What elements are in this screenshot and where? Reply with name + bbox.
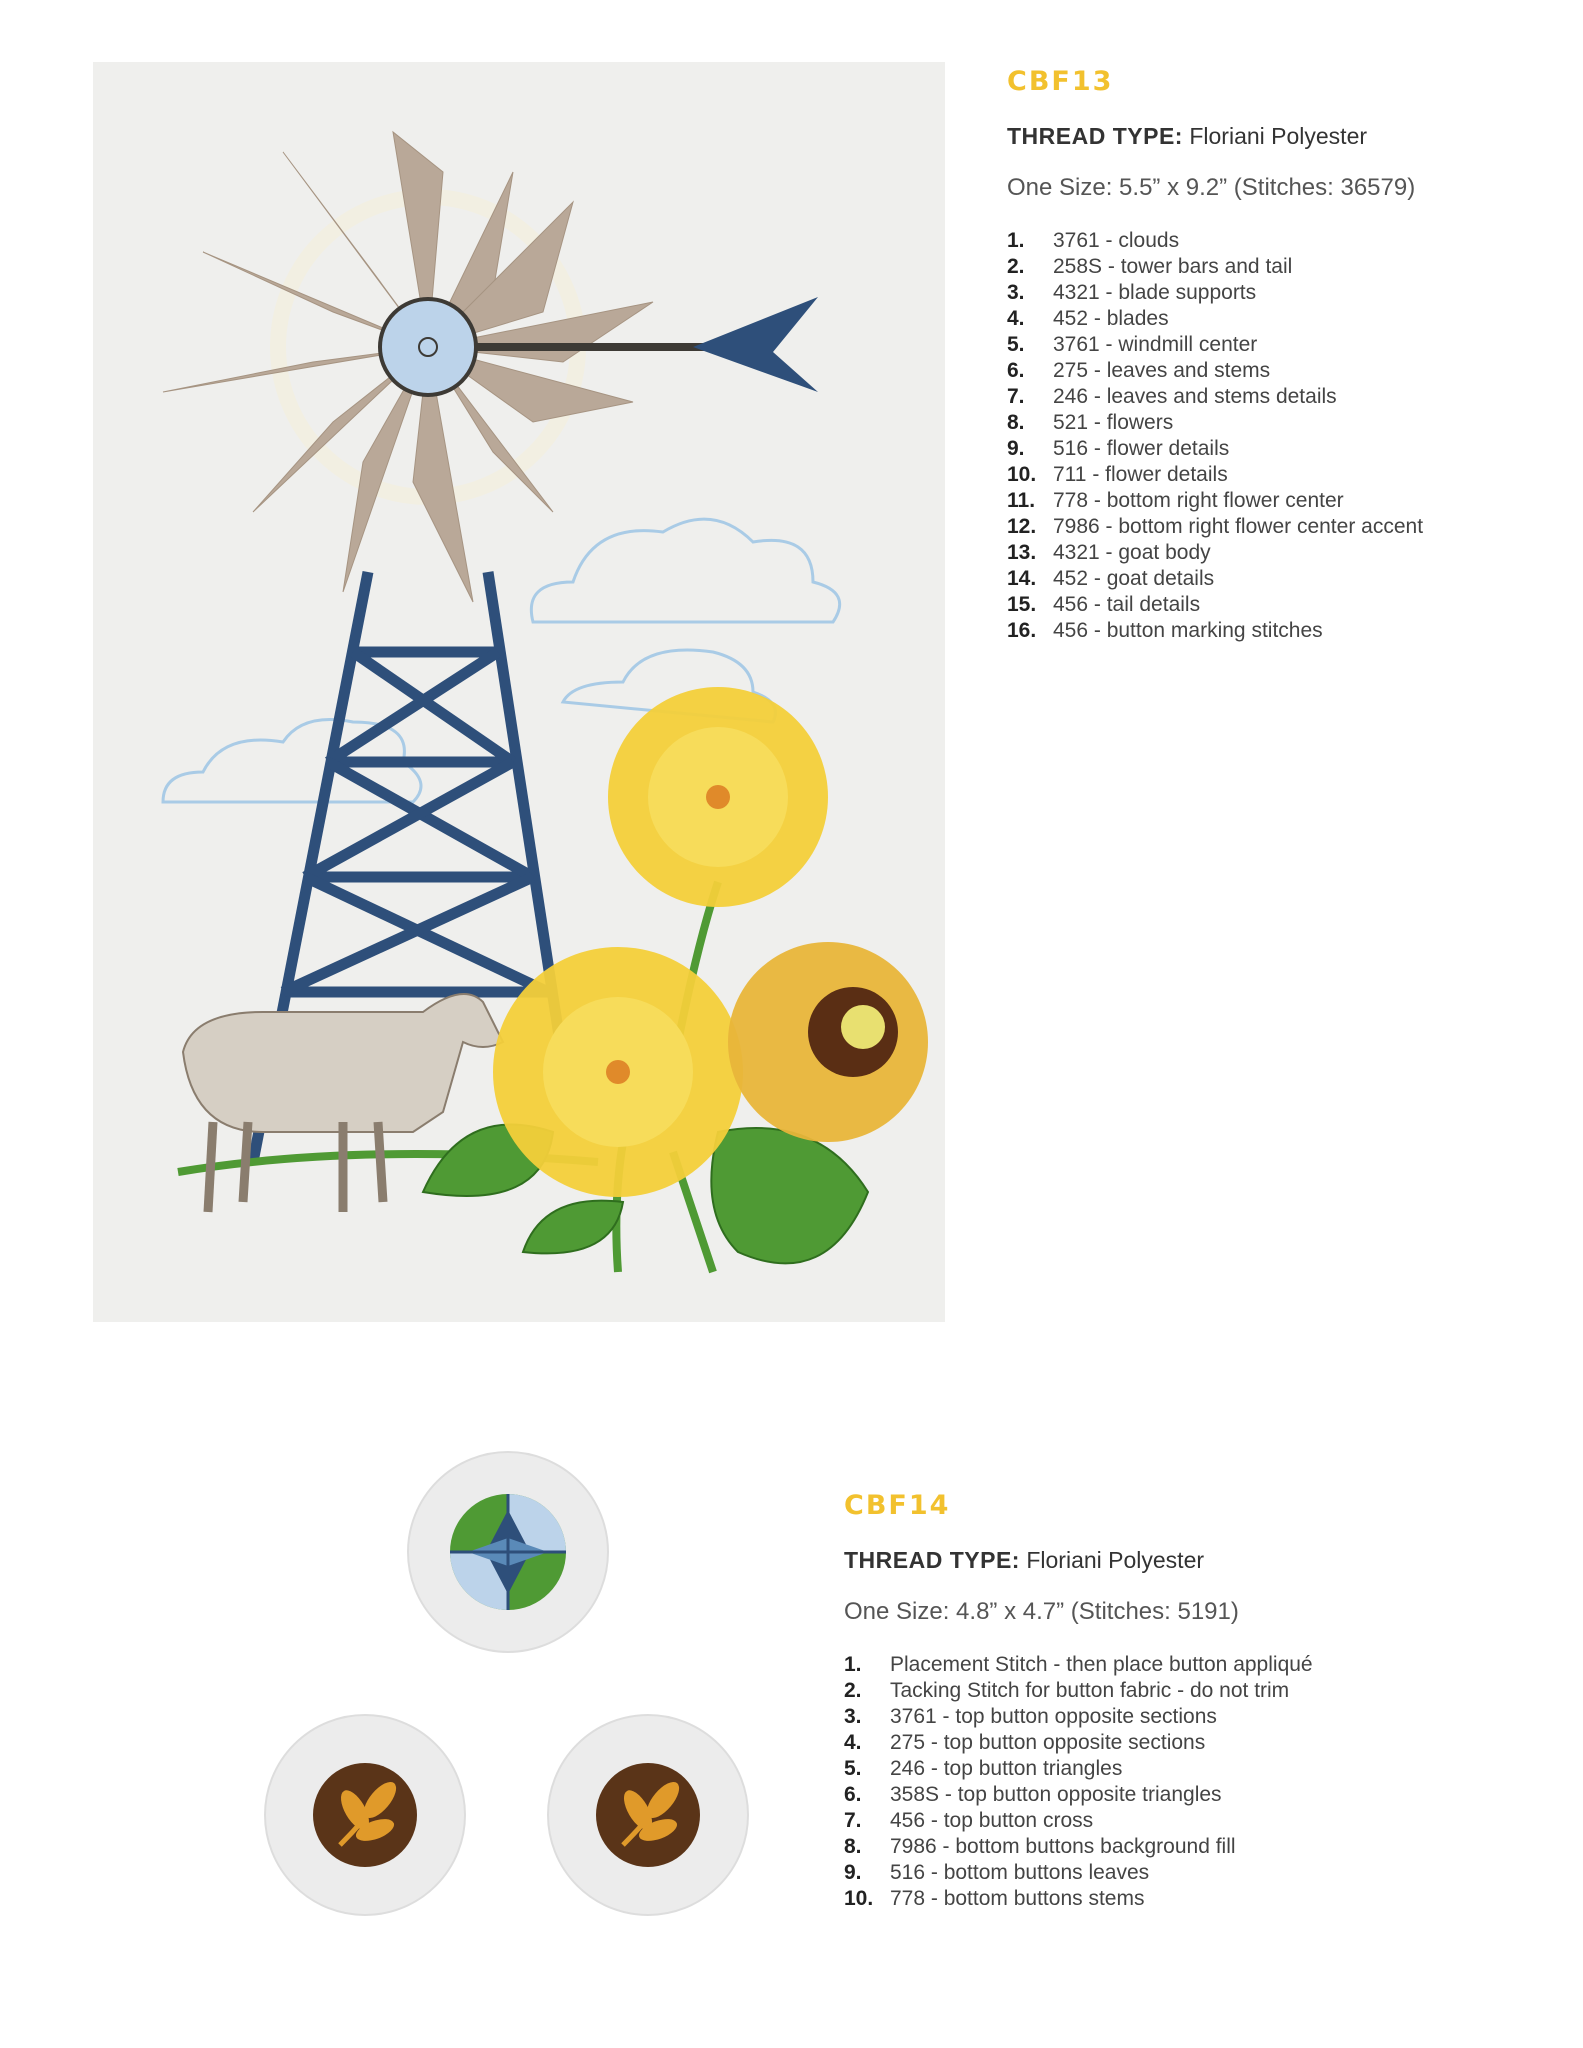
size-and-stitches: One Size: 4.8” x 4.7” (Stitches: 5191) [844, 1598, 1239, 1625]
design-code: CBF13 [1007, 66, 1114, 97]
thread-type-value: Floriani Polyester [1026, 1547, 1205, 1573]
list-item: 8. 7986 - bottom buttons background fill [844, 1835, 1236, 1858]
thread-type-value: Floriani Polyester [1189, 123, 1368, 149]
thread-type [1007, 123, 1567, 150]
list-item: 2. Tacking Stitch for button fabric - do not trim [844, 1679, 1290, 1702]
thread-type-label: THREAD TYPE: [1007, 123, 1183, 149]
list-item: 5. 3761 - windmill center [1007, 333, 1258, 356]
tail-vane [693, 297, 818, 392]
list-item: 16. 456 - button marking stitches [1007, 619, 1323, 642]
windmill-hub [380, 299, 476, 395]
list-item: 7. 456 - top button cross [844, 1809, 1094, 1832]
list-item: 10. 711 - flower details [1007, 463, 1228, 486]
color-steps-list [1007, 228, 1567, 644]
list-item: 1. 3761 - clouds [1007, 229, 1180, 252]
list-item: 5. 246 - top button triangles [844, 1757, 1123, 1780]
list-item: 4. 452 - blades [1007, 307, 1169, 330]
list-item: 13. 4321 - goat body [1007, 541, 1211, 564]
design-spec-cbf14 [844, 1490, 1544, 1912]
list-item: 7. 246 - leaves and stems details [1007, 385, 1337, 408]
list-item: 6. 275 - leaves and stems [1007, 359, 1271, 382]
list-item: 11. 778 - bottom right flower center [1007, 489, 1344, 512]
list-item: 9. 516 - bottom buttons leaves [844, 1861, 1150, 1884]
top-button [408, 1452, 608, 1652]
list-item: 9. 516 - flower details [1007, 437, 1230, 460]
list-item: 10. 778 - bottom buttons stems [844, 1887, 1145, 1910]
bottom-right-button [548, 1715, 748, 1915]
color-steps-list [844, 1652, 1544, 1912]
list-item: 14. 452 - goat details [1007, 567, 1215, 590]
embroidery-photo-windmill [93, 62, 945, 1322]
list-item: 15. 456 - tail details [1007, 593, 1201, 616]
design-spec-cbf13 [1007, 66, 1567, 644]
list-item: 2. 258S - tower bars and tail [1007, 255, 1293, 278]
size-and-stitches: One Size: 5.5” x 9.2” (Stitches: 36579) [1007, 174, 1416, 201]
embroidery-photo-buttons [240, 1440, 800, 1940]
list-item: 3. 3761 - top button opposite sections [844, 1705, 1217, 1728]
bottom-left-button [265, 1715, 465, 1915]
list-item: 6. 358S - top button opposite triangles [844, 1783, 1222, 1806]
thread-type [844, 1547, 1544, 1574]
list-item: 12. 7986 - bottom right flower center accent [1007, 515, 1424, 538]
list-item: 4. 275 - top button opposite sections [844, 1731, 1206, 1754]
list-item: 3. 4321 - blade supports [1007, 281, 1257, 304]
thread-type-label: THREAD TYPE: [844, 1547, 1020, 1573]
windmill-embroidery-illustration [93, 62, 945, 1322]
buttons-embroidery-illustration [240, 1440, 800, 1940]
list-item: 8. 521 - flowers [1007, 411, 1174, 434]
design-code: CBF14 [844, 1490, 951, 1521]
list-item: 1. Placement Stitch - then place button appliqué [844, 1653, 1313, 1676]
sunflowers [493, 687, 928, 1197]
